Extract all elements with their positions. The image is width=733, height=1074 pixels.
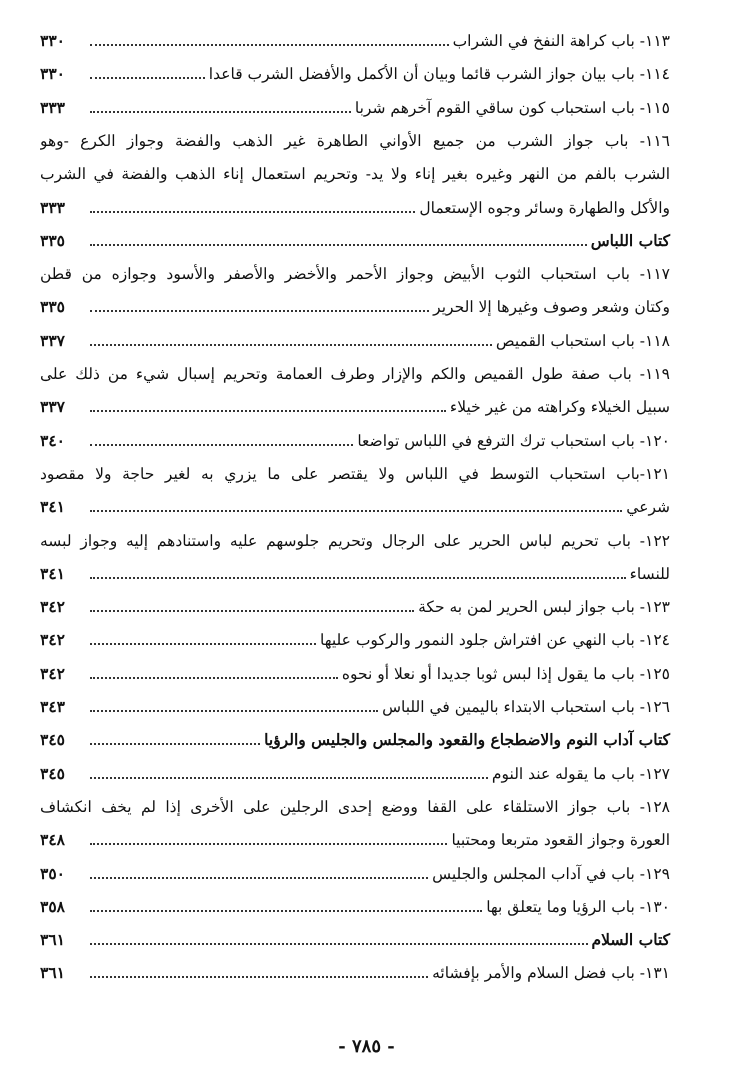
toc-entry-title: ١٢٣- باب جواز لبس الحرير لمن به حكة — [418, 598, 670, 617]
toc-page-number: ٣٣٠ — [40, 31, 65, 50]
dot-leader — [90, 676, 338, 679]
toc-entry-title: والأكل والطهارة وسائر وجوه الإستعمال — [419, 198, 670, 217]
toc-entry — [40, 53, 670, 87]
toc-entry — [40, 686, 670, 720]
dot-leader — [90, 876, 428, 879]
toc-page-number: ٣٤٥ — [40, 730, 65, 750]
toc-page-number: ٣٣٠ — [40, 64, 65, 84]
toc-entry — [40, 187, 670, 221]
toc-entry — [40, 353, 670, 387]
toc-entry — [40, 320, 670, 354]
toc-entry-title: ١١٧- باب استحباب الثوب الأبيض وجواز الأحمر والأخضر والأصفر والأسود وجوازه من قطن — [40, 265, 670, 284]
toc-entry — [40, 653, 670, 687]
toc-entry-title: ١٣١- باب فضل السلام والأمر بإفشائه — [432, 964, 670, 983]
dot-leader — [90, 576, 626, 579]
toc-entry — [40, 553, 670, 587]
dot-leader — [90, 609, 414, 612]
toc-entry-title: ١١٩- باب صفة طول القميص والكم والإزار وطرف العمامة وتحريم إسبال شيء من ذلك على — [40, 365, 670, 383]
dot-leader — [90, 909, 482, 912]
toc-section-heading — [40, 919, 670, 953]
toc-entry-title: ١١٥- باب استحباب كون ساقي القوم آخرهم شربا — [354, 98, 670, 117]
toc-entry — [40, 952, 670, 986]
toc-entry — [40, 153, 670, 187]
toc-page-number: ٣٣٣ — [40, 97, 65, 117]
toc-entry — [40, 753, 670, 787]
page-number: - ٧٨٥ - — [338, 1036, 395, 1057]
toc-entry-title: ١٢٤- باب النهي عن افتراش جلود النمور والركوب عليها — [319, 631, 670, 650]
toc-entry-title: ١٣٠- باب الرؤيا وما يتعلق بها — [486, 897, 670, 916]
toc-entry-title: ١١٨- باب استحباب القميص — [495, 331, 670, 350]
toc-entry-title: الشرب بالفم من النهر وغيره بغير إناء ولا يد- وتحريم استعمال إناء الذهب والفضة في الشرب — [40, 165, 670, 184]
dot-leader — [90, 776, 488, 779]
toc-entry-title: ١٢٠- باب استحباب ترك الترفع في اللباس تواضعا — [357, 431, 670, 450]
toc-page-number: ٣٣٧ — [40, 330, 65, 350]
toc-page-number: ٣٤٢ — [40, 630, 65, 650]
toc-entry-title: كتاب اللباس — [590, 230, 670, 250]
toc-page-number: ٣٤٨ — [40, 830, 65, 850]
toc-entry — [40, 253, 670, 287]
toc-page-number: ٣٤٥ — [40, 763, 65, 783]
dot-leader — [90, 343, 492, 346]
toc-entry — [40, 20, 670, 54]
dot-leader — [90, 43, 449, 46]
dot-leader — [90, 742, 260, 745]
dot-leader — [90, 409, 446, 412]
toc-entry-title: ١٢٢- باب تحريم لباس الحرير على الرجال وتحريم جلوسهم عليه واستنادهم إليه وجواز لبسه — [40, 531, 670, 550]
toc-page-number: ٣٤١ — [40, 497, 65, 517]
toc-entry — [40, 819, 670, 853]
toc-entry-title: العورة وجواز القعود متربعا ومحتبيا — [451, 831, 670, 850]
toc-page-number: ٣٤١ — [40, 563, 65, 583]
toc-entry-title: شرعي — [626, 498, 670, 517]
dot-leader — [90, 942, 588, 945]
toc-entry-title: سبيل الخيلاء وكراهته من غير خيلاء — [449, 398, 670, 417]
dot-leader — [90, 443, 353, 446]
dot-leader — [90, 210, 415, 213]
toc-entry-title: ١٢٧- باب ما يقوله عند النوم — [491, 764, 670, 783]
toc-page-number: ٣٥٨ — [40, 896, 65, 916]
toc-entry — [40, 486, 670, 520]
toc-entry-title: كتاب آداب النوم والاضطجاع والقعود والمجلس والجليس والرؤيا — [264, 730, 670, 750]
toc-entry-title: وكتان وشعر وصوف وغيرها إلا الحرير — [433, 298, 670, 317]
toc-entry-title: ١٢٨- باب جواز الاستلقاء على القفا ووضع إحدى الرجلين على الأخرى إذا لم يخف انكشاف — [40, 797, 670, 816]
toc-page-number: ٣٤٣ — [40, 697, 65, 716]
toc-page-number: ٣٣٥ — [40, 230, 65, 250]
toc-entry — [40, 853, 670, 887]
toc-entry-title: للنساء — [629, 564, 670, 583]
dot-leader — [90, 309, 429, 312]
toc-entry — [40, 87, 670, 121]
toc-entry — [40, 619, 670, 653]
toc-entry — [40, 520, 670, 554]
toc-entry — [40, 286, 670, 320]
dot-leader — [90, 243, 587, 246]
toc-entry-title: ١٢٥- باب ما يقول إذا لبس ثوبا جديدا أو نعلا أو نحوه — [341, 664, 670, 683]
toc-entry-title: ١١٣- باب كراهة النفخ في الشراب — [452, 32, 670, 50]
toc-page-number: ٣٣٥ — [40, 297, 65, 317]
toc-page-number: ٣٤٢ — [40, 663, 65, 683]
toc-page-number: ٣٤٢ — [40, 597, 65, 617]
toc-page-number: ٣٣٧ — [40, 397, 65, 417]
toc-page-number: ٣٦١ — [40, 963, 65, 983]
dot-leader — [90, 842, 447, 845]
toc-page-number: ٣٦١ — [40, 930, 65, 950]
toc-section-heading — [40, 719, 670, 753]
dot-leader — [90, 709, 378, 712]
toc-entry — [40, 886, 670, 920]
toc-entry — [40, 386, 670, 420]
toc-entry — [40, 786, 670, 820]
toc-entry-title: ١٢٦- باب استحباب الابتداء باليمين في اللباس — [382, 698, 670, 716]
toc-entry — [40, 420, 670, 454]
toc-page-number: ٣٤٠ — [40, 430, 65, 450]
toc-section-heading — [40, 220, 670, 254]
toc-page-number: ٣٣٣ — [40, 197, 65, 217]
toc-entry-title: ١١٦- باب جواز الشرب من جميع الأواني الطاهرة غير الذهب والفضة وجواز الكرع -وهو — [40, 131, 670, 150]
dot-leader — [90, 76, 205, 79]
toc-entry — [40, 453, 670, 487]
toc-entry-title: كتاب السلام — [591, 930, 670, 950]
dot-leader — [90, 642, 316, 645]
dot-leader — [90, 975, 428, 978]
toc-entry — [40, 120, 670, 154]
toc-page-number: ٣٥٠ — [40, 863, 65, 883]
toc-entry — [40, 586, 670, 620]
dot-leader — [90, 110, 351, 113]
toc-entry-title: ١١٤- باب بيان جواز الشرب قائما وبيان أن الأكمل والأفضل الشرب قاعدا — [208, 65, 670, 84]
dot-leader — [90, 509, 622, 512]
toc-entry-title: ١٢٩- باب في آداب المجلس والجليس — [432, 864, 670, 883]
toc-entry-title: ١٢١-باب استحباب التوسط في اللباس ولا يقتصر على ما يزري به لغير حاجة ولا مقصود — [40, 464, 670, 483]
